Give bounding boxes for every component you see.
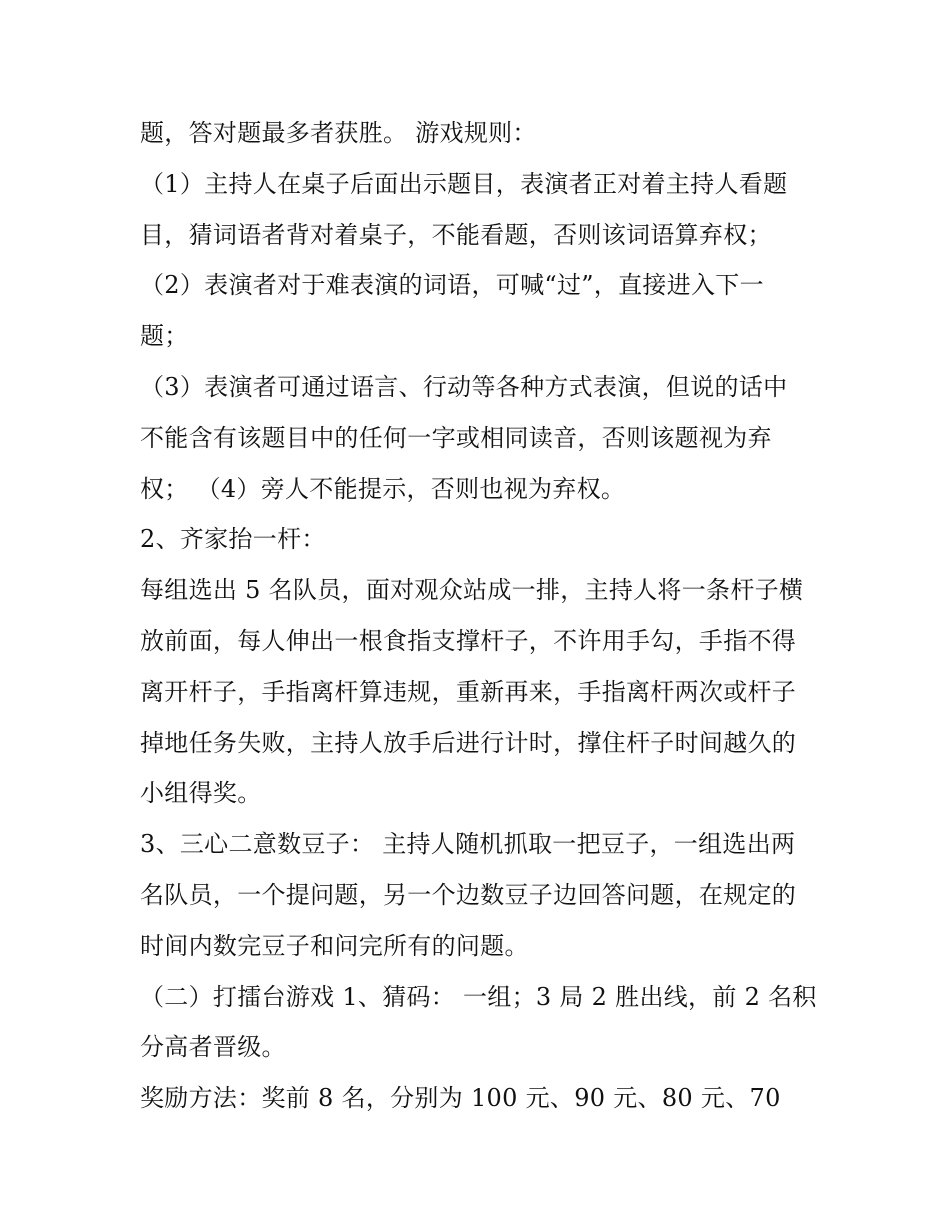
text-line: 掉地任务失败，主持人放手后进行计时，撑住杆子时间越久的 <box>140 728 797 757</box>
text-line: （3）表演者可通过语言、行动等各种方式表演，但说的话中 <box>140 372 788 401</box>
text-line: 不能含有该题目中的任何一字或相同读音，否则该题视为弃 <box>140 423 772 452</box>
text-line: 每组选出 5 名队员，面对观众站成一排，主持人将一条杆子横 <box>140 576 804 605</box>
text-line: 放前面，每人伸出一根食指支撑杆子，不许用手勾，手指不得 <box>140 626 797 655</box>
text-line: 离开杆子，手指离杆算违规，重新再来，手指离杆两次或杆子 <box>140 677 797 706</box>
document-body <box>140 108 820 1124</box>
text-line: （1）主持人在桌子后面出示题目，表演者正对着主持人看题 <box>140 169 788 198</box>
text-line: 题； <box>140 322 189 351</box>
text-line: 目，猜词语者背对着桌子，不能看题，否则该词语算弃权； <box>140 220 772 249</box>
text-line: 题，答对题最多者获胜。 游戏规则： <box>140 119 537 147</box>
text-line: 名队员，一个提问题，另一个边数豆子边回答问题，在规定的 <box>140 880 797 909</box>
text-line: 权； （4）旁人不能提示，否则也视为弃权。 <box>140 474 626 503</box>
text-line: 分高者晋级。 <box>140 1033 286 1062</box>
text-line: 小组得奖。 <box>140 779 262 808</box>
text-line: 3、三心二意数豆子： 主持人随机抓取一把豆子，一组选出两 <box>140 830 796 859</box>
text-line: 奖励方法：奖前 8 名，分别为 100 元、90 元、80 元、70 <box>140 1084 781 1113</box>
text-line: （2）表演者对于难表演的词语，可喊“过”，直接进入下一 <box>140 271 764 300</box>
section-heading: 2、齐家抬一杆： <box>140 525 326 554</box>
text-line: （二）打擂台游戏 1、猜码： 一组；3 局 2 胜出线，前 2 名积 <box>140 982 817 1011</box>
text-line: 时间内数完豆子和问完所有的问题。 <box>140 931 529 960</box>
